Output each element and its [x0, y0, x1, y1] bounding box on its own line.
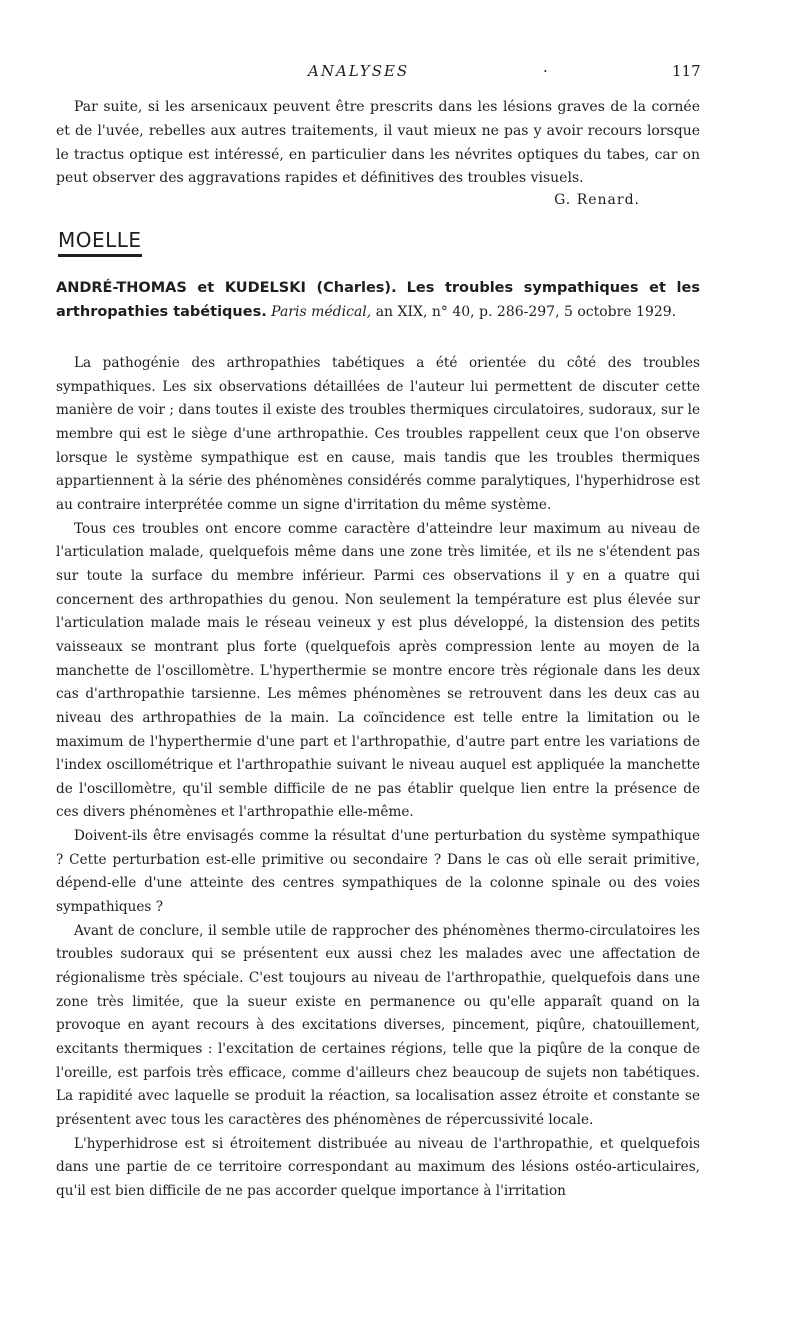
running-head-separator: · — [543, 62, 548, 80]
body-paragraph-5: L'hyperhidrose est si étroitement distribuée au niveau de l'arthropathie, et quelquefois dans une partie de ce territoire correspondant au maximum des lésions ostéo-articulaires, qu'il est bien difficile de ne pas accorder quelque importance à l'irritation — [56, 1135, 700, 1199]
body-paragraph-4: Avant de conclure, il semble utile de rapprocher des phénomènes thermo-circulatoires les troubles sudoraux qui se présentent eux aussi chez les malades avec une affectation de régionalisme très spéciale. C'est toujours au niveau de l'arthropathie, quelquefois dans une zone très limitée, que la sueur existe en permanence ou qu'elle apparaît quand on la provoque en ayant recours à des excitations diverses, pincement, piqûre, chatouillement, excitants thermiques : l'excitation de certaines régions, telle que la piqûre de la conque de l'oreille, est parfois très efficace, comme d'ailleurs chez beaucoup de sujets non tabétiques. La rapidité avec laquelle se produit la réaction, sa localisation assez étroite et constante se présentent avec tous les caractères des phénomènes de répercussivité locale. — [56, 922, 700, 1128]
running-head — [0, 62, 800, 84]
body-paragraph-1: La pathogénie des arthropathies tabétiques a été orientée du côté des troubles sympathiques. Les six observations détaillées de l'auteur lui permettent de discuter cette manière de voir ; dans toutes il existe des troubles thermiques circulatoires, sudoraux, sur le membre qui est le siège d'une arthropathie. Ces troubles rappellent ceux que l'on observe lorsque le système sympathique est en cause, mais tandis que les troubles thermiques appartiennent à la série des phénomènes considérés comme paralytiques, l'hyperhidrose est au contraire interprétée comme un signe d'irritation du même système. — [56, 355, 700, 513]
reference-authors: ANDRÉ-THOMAS et KUDELSKI (Charles). — [56, 280, 397, 296]
body-paragraph-2: Tous ces troubles ont encore comme caractère d'atteindre leur maximum au niveau de l'articulation malade, quelquefois même dans une zone très limitée, et ils ne s'étendent pas sur toute la surface du membre inférieur. Parmi ces observations il y en a quatre qui concernent des arthropathies du genou. Non seulement la température est plus élevée sur l'articulation malade mais le réseau veineux y est plus développé, la distension des petits vaisseaux se montrant plus forte (quelquefois après compression lente au moyen de la manchette de l'oscillomètre. L'hyperthermie se montre encore très régionale dans les deux cas d'arthropathie tarsienne. Les mêmes phénomènes se retrouvent dans les deux cas au niveau des arthropathies de la main. La coïncidence est telle entre la limitation ou le maximum de l'hyperthermie d'une part et l'arthropathie, d'autre part entre les variations de l'index oscillométrique et l'arthropathie suivant le niveau auquel est appliquée la manchette de l'oscillomètre, qu'il semble difficile de ne pas établir quelque lien entre la présence de ces divers phénomènes et l'arthropathie elle-même. — [56, 520, 700, 821]
article-body — [56, 352, 700, 1204]
body-paragraph-3: Doivent-ils être envisagés comme la résultat d'une perturbation du système sympathique ? Cette perturbation est-elle primitive ou secondaire ? Dans le cas où elle serait primitive, dépend-elle d'une atteinte des centres sympathiques de la colonne spinale ou des voies sympathiques ? — [56, 828, 700, 916]
reference-journal: Paris médical, — [271, 304, 372, 320]
running-head-title: ANALYSES — [308, 62, 410, 80]
reference-details: an XIX, n° 40, p. 286-297, 5 octobre 1929. — [375, 304, 677, 320]
intro-paragraph-block — [56, 96, 700, 191]
bibliographic-reference — [56, 276, 700, 324]
page-number: 117 — [672, 62, 701, 80]
reference-title: Les troubles sympathiques et les arthropathies tabétiques. — [56, 280, 700, 320]
section-heading: MOELLE — [58, 228, 142, 257]
signature: G. Renard. — [554, 192, 640, 208]
intro-paragraph: Par suite, si les arsenicaux peuvent être prescrits dans les lésions graves de la cornée et de l'uvée, rebelles aux autres traitements, il vaut mieux ne pas y avoir recours lorsque le tractus optique est intéressé, en particulier dans les névrites optiques du tabes, car on peut observer des aggravations rapides et définitives des troubles visuels. — [56, 99, 700, 187]
